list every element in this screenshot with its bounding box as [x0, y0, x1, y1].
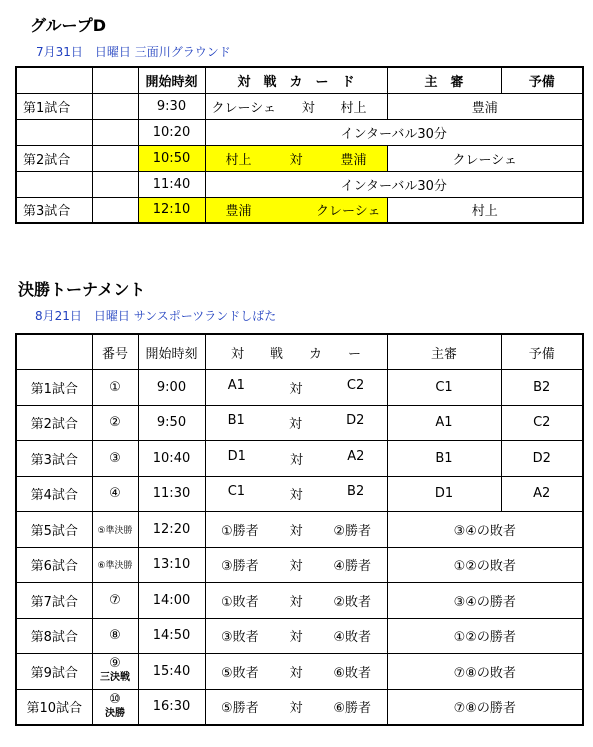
empty-cell	[92, 119, 138, 145]
match-label: 第3試合	[16, 441, 92, 477]
reserve-cell: C2	[501, 405, 583, 441]
referee-cell: 村上	[387, 197, 583, 223]
header-cell	[16, 67, 92, 93]
match-label: 第7試合	[16, 583, 92, 619]
team-home: クレーシェ	[211, 100, 276, 116]
match-label: 第1試合	[16, 370, 92, 406]
match-number-note: 三決戦	[100, 672, 130, 684]
vs-label: 対	[288, 417, 302, 433]
team-a: ①敗者	[220, 594, 259, 610]
referee-cell: クレーシェ	[387, 145, 583, 171]
referee-cell: ③④の勝者	[387, 583, 583, 619]
matchup-cell	[205, 689, 387, 725]
table-row	[16, 197, 583, 223]
match-label: 第1試合	[16, 93, 92, 119]
header-reserve: 予備	[501, 334, 583, 370]
match-number: ③	[92, 441, 138, 477]
interval-cell: インターバル30分	[205, 171, 583, 197]
team-a: ⑤勝者	[220, 701, 259, 716]
start-time-highlighted: 12:10	[138, 197, 205, 223]
team-a: A1	[227, 377, 245, 393]
match-number: ⑥準決勝	[92, 547, 138, 583]
team-b: ②敗者	[333, 594, 372, 610]
start-time: 13:10	[138, 547, 205, 583]
team-a: ③勝者	[220, 559, 259, 575]
start-time: 9:30	[138, 93, 205, 119]
start-time: 9:50	[138, 405, 205, 441]
table-row	[16, 441, 583, 477]
reserve-cell: B2	[501, 370, 583, 406]
team-b: ⑥敗者	[333, 665, 372, 681]
header-matchup: 対 戦 カ ー ド	[205, 67, 387, 93]
matchup-cell-highlighted	[205, 145, 387, 171]
start-time: 12:20	[138, 512, 205, 548]
referee-cell: ①②の勝者	[387, 618, 583, 654]
match-label: 第3試合	[16, 197, 92, 223]
vs-label: 対	[289, 381, 303, 397]
matchup-cell-highlighted	[205, 197, 387, 223]
match-number: ⑤準決勝	[92, 512, 138, 548]
team-away: クレーシェ	[316, 204, 381, 220]
table-row	[16, 547, 583, 583]
interval-cell: インターバル30分	[205, 119, 583, 145]
reserve-cell: A2	[501, 476, 583, 512]
start-time: 10:40	[138, 441, 205, 477]
vs-label: 対	[289, 665, 303, 681]
match-number: ⑩	[109, 691, 121, 707]
header-number: 番号	[92, 334, 138, 370]
match-label: 第5試合	[16, 512, 92, 548]
referee-cell: 豊浦	[387, 93, 583, 119]
referee-cell: D1	[387, 476, 501, 512]
match-label: 第4試合	[16, 476, 92, 512]
header-cell	[16, 334, 92, 370]
referee-cell: ①②の敗者	[387, 547, 583, 583]
table-row	[16, 171, 583, 197]
start-time: 11:30	[138, 476, 205, 512]
start-time: 16:30	[138, 689, 205, 725]
empty-cell	[92, 171, 138, 197]
empty-cell	[92, 197, 138, 223]
vs-label: 対	[289, 701, 303, 716]
table-row	[16, 145, 583, 171]
empty-cell	[92, 145, 138, 171]
final-tournament-table	[15, 333, 584, 726]
table-header-row	[16, 334, 583, 370]
header-cell	[92, 67, 138, 93]
final-tournament-title: 決勝トーナメント	[18, 280, 146, 299]
match-number: ①	[92, 370, 138, 406]
table-row	[16, 370, 583, 406]
table-row	[16, 689, 583, 725]
vs-label: 対	[289, 152, 303, 168]
matchup-cell	[205, 405, 387, 441]
table-row	[16, 476, 583, 512]
team-a: ③敗者	[220, 630, 259, 646]
referee-cell: B1	[387, 441, 501, 477]
vs-label: 対	[289, 523, 303, 539]
match-number: ④	[92, 476, 138, 512]
team-home: 村上	[225, 152, 252, 168]
header-referee: 主 審	[387, 67, 501, 93]
header-start-time: 開始時刻	[138, 67, 205, 93]
match-label: 第2試合	[16, 405, 92, 441]
referee-cell: C1	[387, 370, 501, 406]
matchup-cell	[205, 547, 387, 583]
team-a: ①勝者	[220, 523, 259, 539]
team-b: ④敗者	[333, 630, 372, 646]
matchup-cell	[205, 476, 387, 512]
match-number-cell	[92, 689, 138, 725]
match-label: 第8試合	[16, 618, 92, 654]
final-date-venue: 8月21日 日曜日 サンスポーツランドしばた	[35, 309, 277, 323]
team-a: B1	[227, 413, 245, 429]
matchup-cell	[205, 618, 387, 654]
team-b: ②勝者	[333, 523, 372, 539]
group-d-title: グループD	[30, 16, 107, 35]
empty-cell	[16, 119, 92, 145]
team-home: 豊浦	[225, 204, 252, 220]
group-d-schedule-table	[15, 66, 584, 224]
match-label: 第6試合	[16, 547, 92, 583]
match-number: ⑦	[92, 583, 138, 619]
table-header-row	[16, 67, 583, 93]
header-matchup: 対 戦 カ ー	[205, 334, 387, 370]
match-number: ⑨	[109, 656, 121, 672]
table-row	[16, 405, 583, 441]
team-a: C1	[227, 484, 246, 500]
vs-label: 対	[301, 100, 315, 116]
team-b: A2	[347, 448, 365, 464]
matchup-cell	[205, 512, 387, 548]
team-a: D1	[227, 448, 246, 464]
team-b: ⑥勝者	[333, 701, 372, 716]
start-time: 9:00	[138, 370, 205, 406]
empty-cell	[16, 171, 92, 197]
table-row	[16, 512, 583, 548]
team-b: C2	[346, 377, 365, 393]
vs-label: 対	[290, 452, 304, 468]
start-time: 15:40	[138, 654, 205, 690]
table-row	[16, 654, 583, 690]
header-start-time: 開始時刻	[138, 334, 205, 370]
table-row	[16, 583, 583, 619]
match-number: ⑧	[92, 618, 138, 654]
start-time: 11:40	[138, 171, 205, 197]
match-label: 第10試合	[16, 689, 92, 725]
start-time: 10:20	[138, 119, 205, 145]
match-number-note: 決勝	[105, 707, 125, 719]
match-number-cell	[92, 654, 138, 690]
match-label: 第9試合	[16, 654, 92, 690]
start-time: 14:50	[138, 618, 205, 654]
referee-cell: ⑦⑧の敗者	[387, 654, 583, 690]
table-row	[16, 618, 583, 654]
header-referee: 主審	[387, 334, 501, 370]
empty-cell	[92, 93, 138, 119]
matchup-cell	[205, 441, 387, 477]
matchup-cell	[205, 370, 387, 406]
team-b: ④勝者	[333, 559, 372, 575]
referee-cell: A1	[387, 405, 501, 441]
team-b: B2	[347, 484, 365, 500]
team-away: 村上	[340, 100, 367, 116]
vs-label: 対	[289, 594, 303, 610]
table-row	[16, 119, 583, 145]
group-d-date-venue: 7月31日 日曜日 三面川グラウンド	[36, 45, 231, 59]
team-away: 豊浦	[340, 152, 367, 168]
start-time: 14:00	[138, 583, 205, 619]
match-number: ②	[92, 405, 138, 441]
vs-label: 対	[289, 488, 303, 504]
start-time-highlighted: 10:50	[138, 145, 205, 171]
referee-cell: ③④の敗者	[387, 512, 583, 548]
team-a: ⑤敗者	[220, 665, 259, 681]
team-b: D2	[346, 413, 365, 429]
referee-cell: ⑦⑧の勝者	[387, 689, 583, 725]
vs-label: 対	[289, 630, 303, 646]
matchup-cell	[205, 654, 387, 690]
vs-label: 対	[289, 559, 303, 575]
matchup-cell	[205, 583, 387, 619]
matchup-cell	[205, 93, 387, 119]
reserve-cell: D2	[501, 441, 583, 477]
table-row	[16, 93, 583, 119]
match-label: 第2試合	[16, 145, 92, 171]
header-reserve: 予備	[501, 67, 583, 93]
